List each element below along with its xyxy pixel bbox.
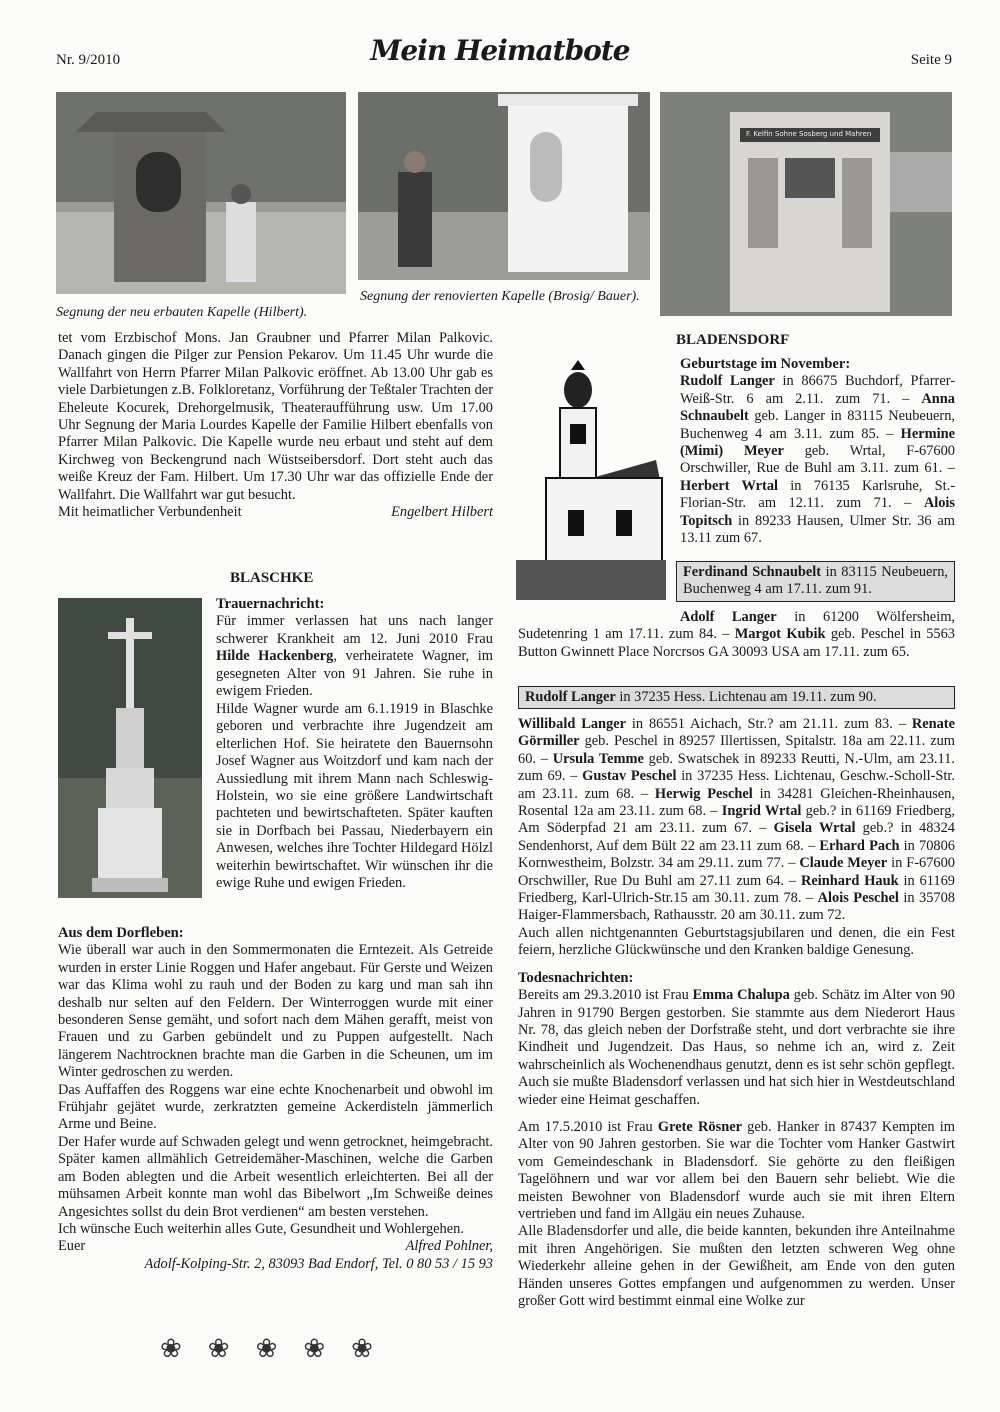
greeting: Mit heimatlicher Verbundenheit — [58, 504, 242, 521]
birthdays-bottom — [518, 716, 955, 1310]
photo-crucifix — [58, 598, 202, 898]
signer-hilbert: Engelbert Hilbert — [391, 504, 493, 521]
organ-label: F. Kelfin Sohne Sosberg und Mahren — [746, 130, 872, 138]
issue-number: Nr. 9/2010 — [56, 52, 121, 68]
church-illustration — [516, 360, 666, 600]
photo-barrel-organ — [660, 92, 952, 316]
highlight-box-rudolf: Rudolf Langer in 37235 Hess. Lichtenau am 19.11. zum 90. — [518, 686, 955, 709]
trauer-bio-text: Hilde Wagner wurde am 6.1.1919 in Blaschke geboren und verbrachte ihre Jugendzeit am elterlichen Hof. Sie heiratete den Bauernsohn Josef Wagner aus Woitzdorf und kam nach der Aussiedlung mit ihrem Mann nach Schleswig-Holstein, wo sie eine größere Landwirtschaft pachteten und bewirtschafteten. Später kauften sie in Dorfbach bei Passau, Niederbayern ein Anwesen, welches ihre Tochter Hildegard Hölzl weiterhin bewirtschaftet. Wir wünschen ihr die ewige Ruhe und ewigen Frieden. — [216, 701, 493, 892]
birthdays-list-3: Willibald Langer in 86551 Aichach, Str.? am 21.11. zum 83. – Renate Görmiller geb. Peschel in 89257 Illertissen, Spitalstr. 18a am 22.11. zum 60. – Ursula Temme geb. Swatschek in 89233 Reutti, N.-Ulm, am 23.11. zum 69. – Gustav Peschel in 37235 Hess. Lichtenau, Geschw.-Scholl-Str. am 23.11. zum 68. – Herwig Peschel in 34281 Gleichen-Rheinhausen, Rosental 12a am 23.11. zum 68. – Ingrid Wrtal geb.? in 61169 Friedberg, Am Söderpfad 21 am 23.11. zum 67. – Gisela Wrtal geb.? in 48324 Sendenhorst, Auf dem Bült 22 am 23.11 zum 68. – Erhard Pach in 70806 Kornwestheim, Bolzstr. 34 am 29.11. zum 77. – Claude Meyer in F-67600 Orschwiller, Rue Du Buhl am 27.11 zum 64. – Reinhard Hauk in 61169 Friedberg, Karl-Ulrich-Str.15 am 30.11. zum 78. – Alois Peschel in 35708 Haiger-Flammersbach, Rathausstr. 20 am 30.11. zum 72. — [518, 716, 956, 924]
page-number: Seite 9 — [910, 52, 952, 68]
photo-caption-2: Segnung der renovierten Kapelle (Brosig/ Bauer). — [360, 289, 640, 304]
birthdays-title: Geburtstage im November: — [680, 356, 851, 372]
photo-white-chapel — [358, 92, 650, 280]
death-chalupa: Bereits am 29.3.2010 ist Frau Emma Chalupa geb. Schätz im Alter von 90 Jahren in 91790 Bergen gestorben. Sie stammte aus dem Niederort Haus Nr. 78, das gleich neben der Dorfstraße steht, und dort verbrachte sie ihre Kindheit und Jugendzeit. Das Haus, so nehme ich an, wird z. Zeit wahrscheinlich als Wochenendhaus genutzt, denn es ist sehr schön gepflegt. Auch sie mußte Bladensdorf verlassen und hat sich hier in Westdeutschland wieder eine Heimat geschaffen. — [518, 987, 955, 1108]
photo-caption-1: Segnung der neu erbauten Kapelle (Hilbert). — [56, 305, 308, 320]
dorfleben-p2: Das Auffaffen des Roggens war eine echte Knochenarbeit und obwohl im Frühjahr gejätet wurde, zerkratzten gemeine Ackerdisteln jämmerlich Arme und Beine. — [58, 1081, 493, 1133]
dorfleben-title: Aus dem Dorfleben: — [58, 925, 184, 941]
trauer-text: Für immer verlassen hat uns nach langer schwerer Krankheit am 12. Juni 2010 Frau Hilde Hackenberg, verheiratete Wagner, im gesegneten Alter von 91 Jahren. Sie ruhe in ewigem Frieden. — [216, 613, 494, 700]
dorfleben-p4: Ich wünsche Euch weiterhin alles Gute, Gesundheit und Wohlergehen. — [58, 1220, 464, 1237]
masthead-title: Mein Heimatbote — [370, 34, 630, 67]
birthdays-list-2: Adolf Langer in 61200 Wölfersheim, Sudetenring 1 am 17.11. zum 84. – Margot Kubik geb. Peschel in 5563 Button Gwinnett Place Norcrsos GA 30093 USA am 17.11. zum 65. — [518, 609, 956, 660]
dorfleben-block — [58, 925, 493, 1273]
birthdays-list-1: Rudolf Langer in 86675 Buchdorf, Pfarrer-Weiß-Str. 6 am 2.11. zum 71. – Anna Schnaubelt geb. Langer in 83115 Neubeuern, Buchenweg 4 am 3.11. zum 85. – Hermine (Mimi) Meyer geb. Wrtal, F-67600 Orschwiller, Rue de Buhl am 3.11. zum 61. – Herbert Wrtal in 76135 Karlsruhe, St.-Florian-Str. am 12.11. zum 71. – Alois Topitsch in 89233 Hausen, Ulmer Str. 36 am 13.11 zum 67. — [680, 373, 955, 547]
condolences: Alle Bladensdorfer und alle, die beide kannten, bekunden ihre Anteilnahme mit ihren Angehörigen. Sie mußten den letzten schweren Weg ohne Wiederkehr alleine gehen in der Gewißheit, am Ende von den guten Händen unseres Gottes empfangen und aufgenommen zu werden. Unser großer Gott wird bestimmt einmal eine Wolke zur — [518, 1223, 955, 1309]
dorfleben-p1: Wie überall war auch in den Sommermonaten die Erntezeit. Als Getreide wurden in erster Linie Roggen und Hafer angebaut. Für Gerste und Weizen war das Klima wohl zu rauh und der Boden zu karg und man sah ihn deshalb nur selten auf den Feldern. Der Winterroggen wurde mit einer besonderen Sense gemäht, und sofort nach dem Mähen gerafft, meist von Frauen und zu Garben gebündelt und zu Puppen aufgestellt. Nach längerem Nachtrocknen brachte man die Garben in die Scheunen, um im Winter gedroschen zu werden. — [58, 942, 493, 1081]
trauer-block — [216, 596, 493, 700]
photo-brick-chapel — [56, 92, 346, 294]
birthdays-top — [680, 356, 955, 547]
author-pohlner: Alfred Pohlner, — [405, 1238, 493, 1255]
author-address: Adolf-Kolping-Str. 2, 83093 Bad Endorf, Tel. 0 80 53 / 15 93 — [144, 1255, 493, 1272]
birthdays-mid — [518, 609, 955, 661]
dorfleben-p3: Der Hafer wurde auf Schwaden gelegt und wenn getrocknet, heimgebracht. Später kamen allmählich Getreidemäher-Maschinen, welche die Garben am Boden ablegten und die Arbeit wesentlich erleichterten. Bei all der mühsamen Arbeit konnte man wohl das Bibelwort „Im Schweiße deines Angesichtes sollst du dein Brot verdienen“ am besten verstehen. — [58, 1133, 493, 1220]
trauer-bio — [216, 701, 493, 892]
euer: Euer — [58, 1238, 86, 1255]
birthdays-closing: Auch allen nichtgenannten Geburtstagsjubilaren und denen, die ein Fest feiern, herzliche Glückwünsche und den Kranken baldige Genesung. — [518, 924, 955, 959]
left-intro — [58, 330, 493, 521]
name-hilde-hackenberg: Hilde Hackenberg — [216, 648, 334, 665]
deaths-title: Todesnachrichten: — [518, 969, 634, 986]
death-roesner: Am 17.5.2010 ist Frau Grete Rösner geb. Hanker in 87437 Kempten im Alter von 90 Jahren gestorben. Sie war die Tochter vom Hanker Gastwirt vom Gemeindeschank in Bladensdorf. Sie gehörte zu den fleißigen Tagelöhnern und war vor allem bei den Bauern sehr beliebt. Wie die meisten Bewohner von Bladensdorf wurde auch sie mit ihren Eltern vertrieben und fand im Allgäu ein neues Zuhause. — [518, 1118, 956, 1222]
flower-ornament: ❀❀❀❀❀ — [160, 1334, 399, 1363]
intro-text: tet vom Erzbischof Mons. Jan Graubner und Pfarrer Milan Palkovic. Danach gingen die Pilger zur Pension Pekarov. Um 11.45 Uhr wurde die Wallfahrt von Herrn Pfarrer Milan Palkovic eröffnet. Ab 13.00 Uhr gab es viele Darbietungen z.B. Folkloretanz, Vorführung der Teßtaler Trachten der Eheleute Kocurek, Drehorgelmusik, Theateraufführung usw. Um 17.00 Uhr Segnung der Maria Lourdes Kapelle der Familie Hilbert ebenfalls von Pfarrer Milan Palkovic. Die Kapelle wurde neu erbaut und steht auf dem Kirchweg von Beckengrund nach Wüstseibersdorf. Dort steht auch das weiße Kreuz der Fam. Hilbert. Um 17.30 Uhr war das offizielle Ende der Wallfahrt. Die Wallfahrt war gut besucht. — [58, 330, 493, 503]
section-blaschke: BLASCHKE — [230, 570, 314, 586]
section-bladensdorf: BLADENSDORF — [676, 332, 790, 348]
trauer-title: Trauernachricht: — [216, 596, 325, 612]
highlight-box-ferdinand: Ferdinand Schnaubelt in 83115 Neubeuern, Buchenweg 4 am 17.11. zum 91. — [676, 561, 955, 602]
